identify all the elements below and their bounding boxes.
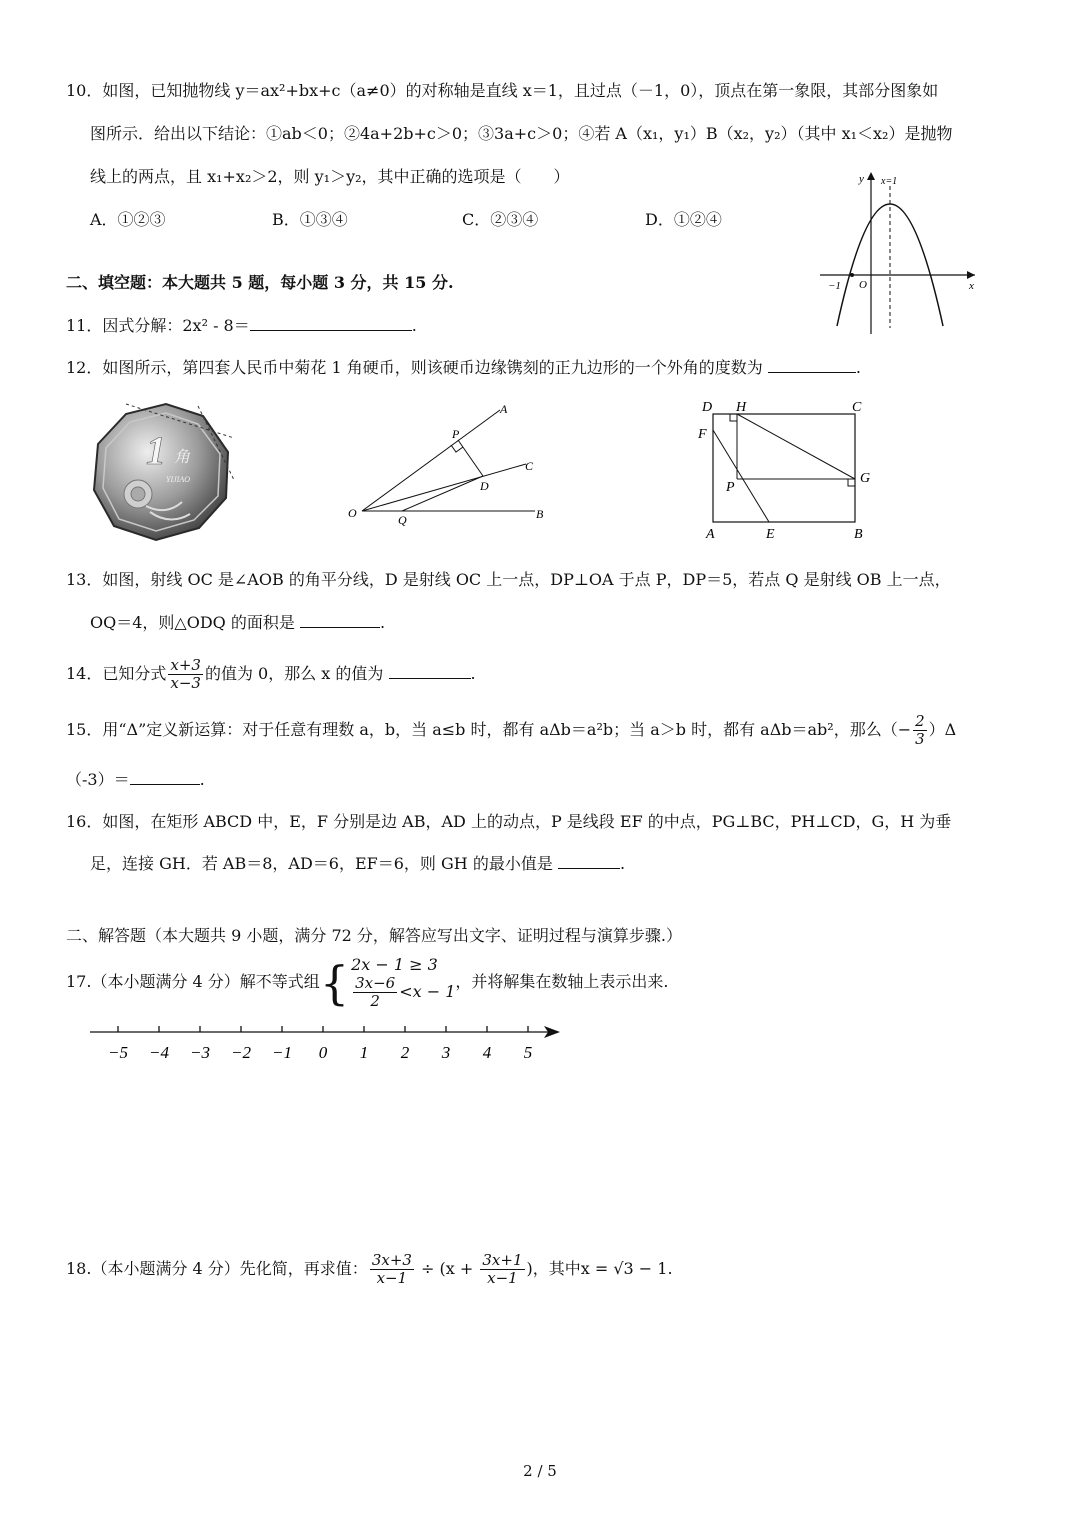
q15-den: 3 [915,730,925,748]
chrysanthemum-center [131,487,145,501]
inequality-system [351,955,455,1010]
q11 [66,315,417,337]
q14-pre: 14．已知分式 [66,664,167,683]
number-line-label: −2 [231,1043,251,1062]
coin-char: 角 [174,449,191,466]
label-d: D [702,400,713,415]
q13-line1: 13．如图，射线 OC 是∠AOB 的角平分线，D 是射线 OC 上一点，DP⊥OA 于点 P，DP＝5，若点 Q 是射线 OB 上一点， [66,570,951,589]
q10-option-c: C．②③④ [462,210,539,229]
q10-line1: 10．如图，已知抛物线 y＝ax²+bx+c（a≠0）的对称轴是直线 x＝1，且过点（－1，0），顶点在第一象限，其部分图象如 [66,81,939,100]
q10-option-b: B．①③④ [272,210,348,229]
label-g: G [860,471,871,486]
q11-blank [250,316,412,331]
q15-fraction [913,713,927,748]
coin-figure [86,398,236,546]
q17-ineq2-rest: <x − 1 [399,982,456,1001]
q12 [66,357,861,379]
label-c: C [525,459,534,473]
page-number: 2 / 5 [523,1462,557,1480]
number-line [86,1018,566,1068]
q17-pre: 17.（本小题满分 4 分）解不等式组 [66,972,320,991]
parabola-graph [815,168,985,336]
label-p: P [726,480,735,495]
q17-ineq2 [351,975,455,1010]
graph-x-label: x [969,280,974,292]
q17-post: ，并将解集在数轴上表示出来. [455,972,669,991]
q10-option-a: A．①②③ [90,210,166,229]
q16-line2 [90,853,625,875]
section2-title: 二、填空题：本大题共 5 题，每小题 3 分，共 15 分. [66,273,454,292]
q16-end: . [619,854,626,873]
q18-post: )，其中x = √3 − 1. [526,1259,673,1278]
q13-end: . [379,613,386,632]
number-line-label: 0 [318,1043,328,1062]
rect-abcd [713,414,855,522]
right-angle-mark-h [730,414,737,421]
q18-f2-num: 3x+1 [482,1251,523,1269]
label-c: C [852,400,862,415]
q14-end: . [470,664,476,683]
label-q: Q [398,513,407,527]
graph-y-label: y [859,173,864,185]
q12-blank [768,358,856,373]
q18-fraction-2 [480,1252,524,1287]
label-f: F [698,427,707,442]
q18 [66,1244,673,1294]
q14-blank [389,664,471,679]
q15-line1 [66,708,956,752]
label-a: A [500,402,508,416]
q10-line3: 线上的两点，且 x₁+x₂＞2，则 y₁＞y₂，其中正确的选项是（ ） [90,167,570,186]
angle-figure [340,398,560,528]
graph-origin-label: O [859,279,867,291]
q17 [66,952,669,1012]
q15-blank [130,770,200,785]
q14-fraction [168,657,203,692]
right-angle-mark-p [451,445,463,452]
q18-f1-num: 3x+3 [371,1251,412,1269]
q11-end: . [411,316,417,335]
q15-line2-text: （-3）＝ [66,770,130,789]
q10-line2: 图所示．给出以下结论：①ab＜0；②4a+2b+c＞0；③3a+c＞0；④若 A（x₁，y₁）B（x₂，y₂）（其中 x₁＜x₂）是抛物 [90,124,953,143]
ray-oa [362,410,500,511]
q17-ineq1: 2x − 1 ≥ 3 [351,955,438,974]
q13-line2-text: OQ＝4，则△ODQ 的面积是 [90,613,295,632]
number-line-label: 4 [482,1043,492,1062]
number-line-label: −1 [272,1043,292,1062]
coin-numeral: 1 [146,428,166,473]
number-line-label: 1 [359,1043,369,1062]
rectangle-figure [690,394,890,546]
label-p: P [452,427,460,441]
segment-gh [737,414,855,479]
q18-f2-den: x−1 [487,1269,518,1287]
q15-pre: 15．用“Δ”定义新运算：对于任意有理数 a，b，当 a≤b 时，都有 aΔb＝a²b；当 a＞b 时，都有 aΔb＝ab²，那么（− [66,720,912,739]
label-a: A [706,527,715,542]
q15-post: ）Δ [928,720,957,739]
label-h: H [736,400,747,415]
q14-num: x+3 [170,656,201,674]
graph-axis-label: x=1 [881,176,898,187]
q13-line2 [90,612,385,634]
segment-dp [458,440,483,476]
section3-title: 二、解答题（本大题共 9 小题，满分 72 分，解答应写出文字、证明过程与演算步骤.） [66,926,682,945]
segment-dq [402,476,483,511]
q18-pre: 18.（本小题满分 4 分）先化简，再求值： [66,1259,368,1278]
system-brace: { [319,955,350,1010]
q17-ineq2-num: 3x−6 [355,974,396,992]
number-line-label: 3 [441,1043,451,1062]
q13-blank [300,613,380,628]
q14-den: x−3 [170,674,201,692]
number-line-label: 5 [523,1043,533,1062]
y-axis-arrow [867,172,875,180]
number-line-label: −5 [108,1043,128,1062]
graph-neg1-label: −1 [828,280,841,292]
number-line-label: −3 [190,1043,210,1062]
q11-text: 11．因式分解：2x² - 8＝ [66,316,250,335]
q16-line2-text: 足，连接 GH．若 AB＝8，AD＝6，EF＝6，则 GH 的最小值是 [90,854,553,873]
label-e: E [766,527,775,542]
coin-pinyin: YIJIAO [166,475,190,484]
label-d: D [480,479,489,493]
number-line-label: −4 [149,1043,169,1062]
q16-line1: 16．如图，在矩形 ABCD 中，E，F 分别是边 AB，AD 上的动点，P 是线段 EF 的中点，PG⊥BC，PH⊥CD，G，H 为垂 [66,812,952,831]
q15-num: 2 [915,712,925,730]
q15-line2 [66,769,205,791]
label-b: B [536,507,544,521]
x-axis-arrow [967,271,975,279]
q14-post: 的值为 0，那么 x 的值为 [204,664,384,683]
point-neg1 [850,273,854,277]
q14 [66,652,476,696]
label-o: O [348,506,357,520]
q18-f1-den: x−1 [376,1269,408,1287]
label-b: B [854,527,863,542]
q12-text: 12．如图所示，第四套人民币中菊花 1 角硬币，则该硬币边缘镌刻的正九边形的一个外角的度数为 [66,358,763,377]
q18-mid: ÷ (x + [421,1259,474,1278]
q10-option-d: D．①②④ [645,210,722,229]
q18-fraction-1 [370,1252,414,1287]
q17-ineq2-den: 2 [370,992,380,1010]
segment-fe [713,430,769,522]
number-line-label: 2 [400,1043,410,1062]
q16-blank [558,854,620,869]
q12-end: . [855,358,861,377]
q15-end: . [199,770,205,789]
q17-ineq2-fraction [353,975,397,1010]
ray-oc [362,464,526,511]
right-angle-mark-g [848,479,855,486]
